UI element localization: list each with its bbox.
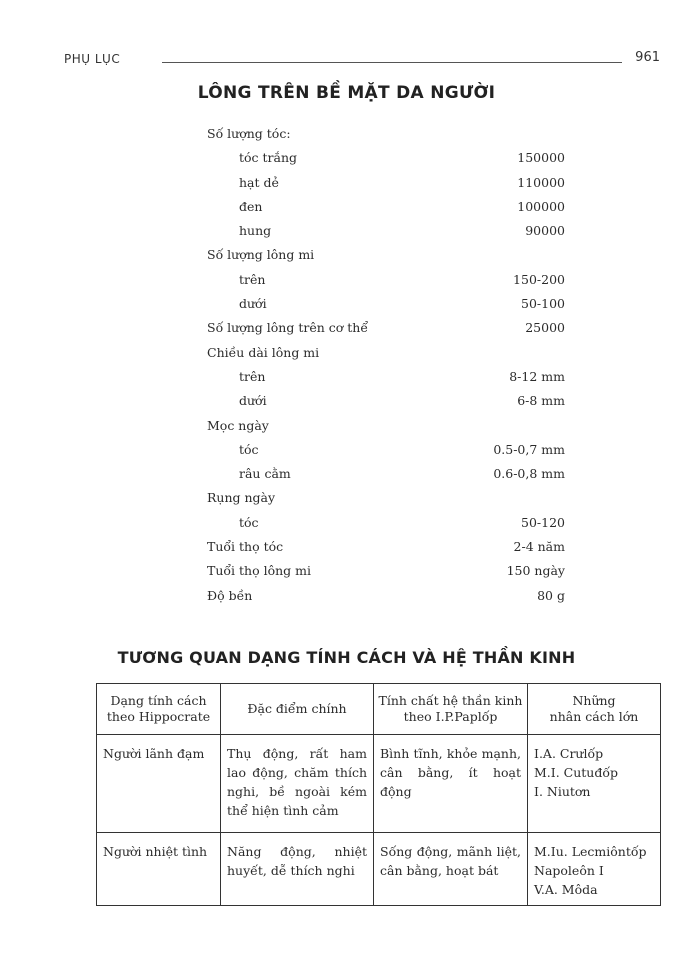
stat-value: 2-4 năm bbox=[513, 539, 565, 555]
table-row bbox=[97, 735, 661, 833]
stat-row bbox=[207, 320, 567, 344]
stat-row bbox=[207, 247, 567, 271]
stat-value: 150000 bbox=[517, 150, 565, 166]
stat-label: Chiều dài lông mi bbox=[207, 344, 320, 360]
header-text: nhân cách lớn bbox=[549, 709, 639, 724]
page-number: 961 bbox=[635, 50, 660, 65]
stat-row bbox=[207, 442, 567, 466]
header-text: theo I.P.Paplốp bbox=[403, 709, 498, 724]
stat-value: 50-100 bbox=[521, 296, 565, 312]
header-text: Tính chất hệ thần kinh bbox=[378, 693, 523, 708]
cell-type: Người nhiệt tình bbox=[97, 833, 221, 906]
header-cell-people bbox=[528, 684, 661, 735]
cell-people bbox=[528, 735, 661, 833]
stat-label: Tuổi thọ tóc bbox=[207, 539, 284, 555]
person-name: M.I. Cutuđốp bbox=[534, 765, 618, 780]
stat-label: đen bbox=[239, 198, 263, 214]
stat-label: tóc trắng bbox=[239, 150, 298, 166]
stat-label: Rụng ngày bbox=[207, 490, 276, 506]
stat-label: Số lượng lông trên cơ thể bbox=[207, 320, 369, 336]
stat-label: trên bbox=[239, 368, 266, 384]
header-text: Đặc điểm chính bbox=[247, 701, 347, 716]
stat-row bbox=[207, 296, 567, 320]
stat-value: 110000 bbox=[517, 174, 565, 190]
header-cell-traits bbox=[221, 684, 374, 735]
stat-row bbox=[207, 223, 567, 247]
table-row bbox=[97, 833, 661, 906]
stat-label: trên bbox=[239, 271, 266, 287]
stat-label: hung bbox=[239, 223, 272, 239]
person-name: M.Iu. Lecmiôntốp bbox=[534, 844, 647, 859]
stat-label: Mọc ngày bbox=[207, 417, 269, 433]
cell-type: Người lãnh đạm bbox=[97, 735, 221, 833]
stat-value: 90000 bbox=[525, 223, 565, 239]
cell-people bbox=[528, 833, 661, 906]
cell-nervous: Sống động, mãnh liệt, cân bằng, hoạt bát bbox=[374, 833, 528, 906]
header-text: Những bbox=[572, 693, 616, 708]
stat-label: tóc bbox=[239, 514, 259, 530]
header-cell-type bbox=[97, 684, 221, 735]
hair-stats-list bbox=[207, 126, 567, 612]
stat-label: Số lượng lông mi bbox=[207, 247, 315, 263]
stat-value: 150-200 bbox=[513, 271, 565, 287]
stat-label: dưới bbox=[239, 296, 267, 312]
stat-row bbox=[207, 539, 567, 563]
stat-value: 80 g bbox=[537, 587, 565, 603]
stat-row bbox=[207, 588, 567, 612]
temperament-table bbox=[96, 683, 661, 906]
stat-row bbox=[207, 515, 567, 539]
stat-row bbox=[207, 393, 567, 417]
stat-value: 0.5-0,7 mm bbox=[493, 441, 565, 457]
stat-label: Độ bền bbox=[207, 587, 253, 603]
stat-row bbox=[207, 490, 567, 514]
stat-row bbox=[207, 563, 567, 587]
stat-value: 6-8 mm bbox=[517, 393, 565, 409]
header-cell-nervous bbox=[374, 684, 528, 735]
person-name: I. Niutơn bbox=[534, 784, 591, 799]
stat-row bbox=[207, 466, 567, 490]
stat-value: 50-120 bbox=[521, 514, 565, 530]
stat-value: 150 ngày bbox=[506, 563, 565, 579]
stat-row bbox=[207, 175, 567, 199]
person-name: Napoleôn I bbox=[534, 863, 604, 878]
stat-row bbox=[207, 150, 567, 174]
header-text: theo Hippocrate bbox=[106, 709, 211, 724]
person-name: I.A. Crưlốp bbox=[534, 746, 604, 761]
stat-row bbox=[207, 126, 567, 150]
stat-row bbox=[207, 369, 567, 393]
stat-value: 0.6-0,8 mm bbox=[493, 466, 565, 482]
page-header bbox=[64, 50, 662, 68]
table-header-row bbox=[97, 684, 661, 735]
header-text: Dạng tính cách bbox=[110, 693, 207, 708]
stat-label: hạt dẻ bbox=[239, 174, 279, 190]
temperament-section-title: TƯƠNG QUAN DẠNG TÍNH CÁCH VÀ HỆ THẦN KINH bbox=[117, 648, 576, 667]
stat-row bbox=[207, 272, 567, 296]
stat-value: 100000 bbox=[517, 198, 565, 214]
header-rule bbox=[162, 62, 622, 63]
stat-value: 25000 bbox=[525, 320, 565, 336]
cell-traits: Năng động, nhiệt huyết, dễ thích nghi bbox=[221, 833, 374, 906]
stat-row bbox=[207, 345, 567, 369]
hair-section-title: LÔNG TRÊN BỀ MẶT DA NGƯỜI bbox=[197, 83, 496, 103]
person-name: V.A. Môda bbox=[534, 882, 598, 897]
cell-nervous: Bình tĩnh, khỏe mạnh, cân bằng, ít hoạt động bbox=[374, 735, 528, 833]
stat-value: 8-12 mm bbox=[509, 368, 565, 384]
cell-traits: Thụ động, rất ham lao động, chăm thích nghi, bề ngoài kém thể hiện tình cảm bbox=[221, 735, 374, 833]
stat-label: tóc bbox=[239, 441, 259, 457]
stat-row bbox=[207, 418, 567, 442]
stat-label: Tuổi thọ lông mi bbox=[207, 563, 311, 579]
section-title: PHỤ LỤC bbox=[64, 52, 121, 66]
stat-label: dưới bbox=[239, 393, 267, 409]
stat-label: Số lượng tóc: bbox=[207, 126, 291, 141]
stat-row bbox=[207, 199, 567, 223]
stat-label: râu cằm bbox=[239, 466, 291, 482]
